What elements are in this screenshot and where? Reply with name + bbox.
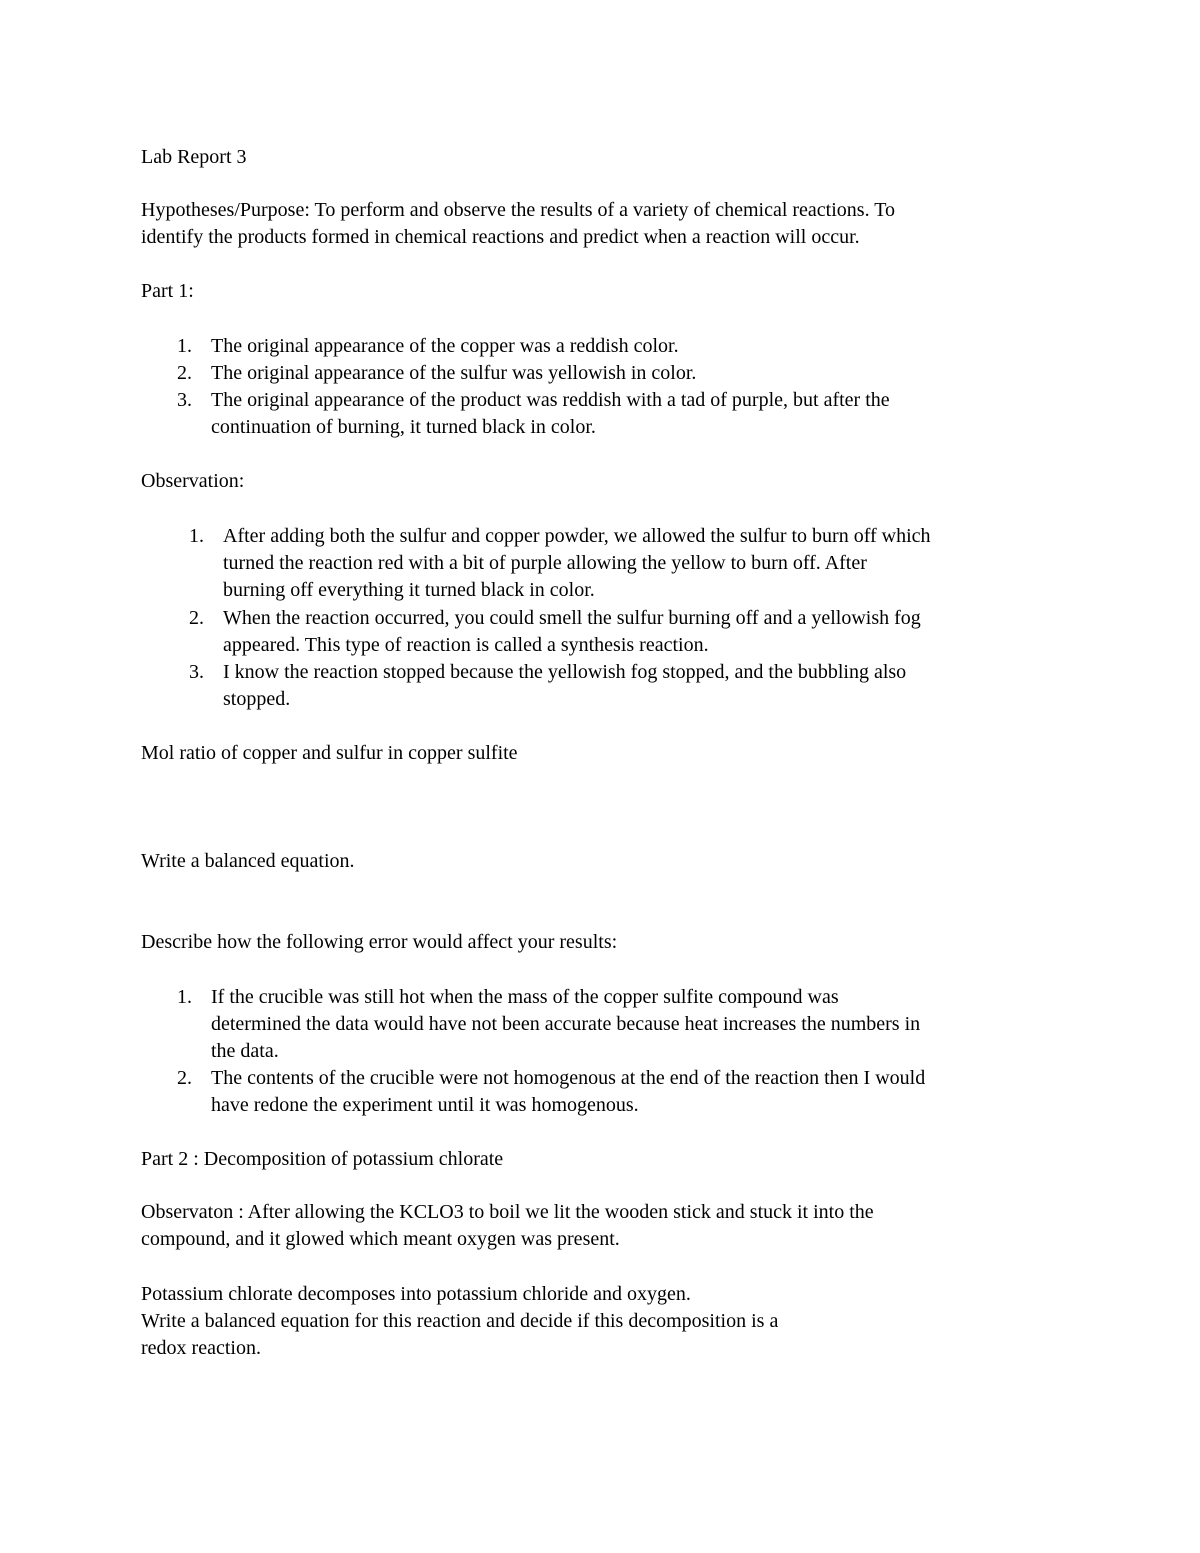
list-item: After adding both the sulfur and copper powder, we allowed the sulfur to burn off which [223, 525, 931, 547]
error-heading: Describe how the following error would affect your results: [141, 931, 618, 953]
part2-heading: Part 2 : Decomposition of potassium chlorate [141, 1148, 504, 1170]
redox-question-line-2: redox reaction. [141, 1337, 261, 1359]
list-number: 2. [189, 607, 204, 629]
list-item: The original appearance of the copper was a reddish color. [211, 335, 679, 357]
list-item-continuation: have redone the experiment until it was homogenous. [211, 1094, 639, 1116]
list-number: 2. [177, 362, 192, 384]
list-item: If the crucible was still hot when the mass of the copper sulfite compound was [211, 986, 839, 1008]
list-item: The contents of the crucible were not homogenous at the end of the reaction then I would [211, 1067, 926, 1089]
observation-heading: Observation: [141, 470, 245, 492]
part2-observation-line-1: Observaton : After allowing the KCLO3 to boil we lit the wooden stick and stuck it into the [141, 1201, 874, 1223]
list-item-continuation: stopped. [223, 688, 291, 710]
list-item-continuation: continuation of burning, it turned black in color. [211, 416, 596, 438]
list-item-continuation: burning off everything it turned black in color. [223, 579, 595, 601]
list-number: 3. [177, 389, 192, 411]
list-item: When the reaction occurred, you could smell the sulfur burning off and a yellowish fog [223, 607, 921, 629]
decomposition-statement: Potassium chlorate decomposes into potassium chloride and oxygen. [141, 1283, 691, 1305]
part1-heading: Part 1: [141, 280, 194, 302]
part2-observation-line-2: compound, and it glowed which meant oxygen was present. [141, 1228, 620, 1250]
purpose-line-2: identify the products formed in chemical reactions and predict when a reaction will occur. [141, 226, 860, 248]
list-item-continuation: turned the reaction red with a bit of purple allowing the yellow to burn off. After [223, 552, 867, 574]
list-item-continuation: determined the data would have not been accurate because heat increases the numbers in [211, 1013, 921, 1035]
list-number: 3. [189, 661, 204, 683]
balanced-equation-prompt: Write a balanced equation. [141, 850, 355, 872]
list-item: The original appearance of the sulfur was yellowish in color. [211, 362, 697, 384]
list-number: 1. [189, 525, 204, 547]
purpose-line-1: Hypotheses/Purpose: To perform and observe the results of a variety of chemical reactions. To [141, 199, 896, 221]
list-item-continuation: the data. [211, 1040, 279, 1062]
mol-ratio-heading: Mol ratio of copper and sulfur in copper sulfite [141, 742, 518, 764]
list-item: I know the reaction stopped because the yellowish fog stopped, and the bubbling also [223, 661, 907, 683]
list-item-continuation: appeared. This type of reaction is called a synthesis reaction. [223, 634, 709, 656]
list-number: 2. [177, 1067, 192, 1089]
document-title: Lab Report 3 [141, 146, 247, 168]
list-item: The original appearance of the product was reddish with a tad of purple, but after the [211, 389, 890, 411]
redox-question-line-1: Write a balanced equation for this reaction and decide if this decomposition is a [141, 1310, 779, 1332]
list-number: 1. [177, 335, 192, 357]
list-number: 1. [177, 986, 192, 1008]
